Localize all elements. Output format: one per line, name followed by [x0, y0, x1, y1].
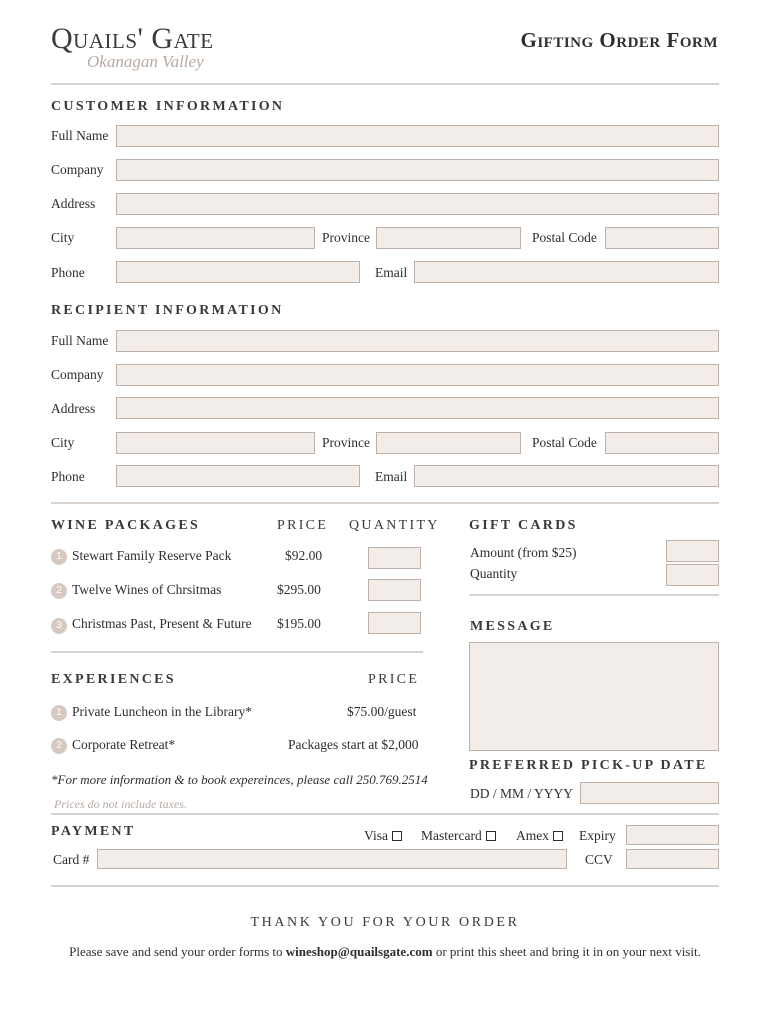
- footer-divider: [51, 885, 719, 887]
- amex-label: Amex: [516, 828, 549, 843]
- recipient-address-field[interactable]: [116, 397, 719, 419]
- customer-phone-label: Phone: [51, 265, 85, 280]
- wine-item-quantity-field[interactable]: [368, 612, 421, 634]
- visa-label: Visa: [364, 828, 388, 843]
- taxes-note: Prices do not include taxes.: [54, 797, 187, 811]
- recipient-province-label: Province: [322, 435, 370, 450]
- gift-cards-divider: [469, 594, 719, 596]
- gift-card-amount-field[interactable]: [666, 540, 719, 562]
- card-number-label: Card #: [53, 852, 90, 867]
- visa-checkbox[interactable]: [392, 831, 402, 841]
- footer-note: [0, 944, 770, 960]
- expiry-label: Expiry: [579, 828, 616, 843]
- wine-item-number: 3: [51, 618, 67, 634]
- wine-item-price: $92.00: [285, 548, 323, 563]
- experiences-price-heading: PRICE: [368, 672, 420, 687]
- payment-heading: PAYMENT: [51, 824, 136, 839]
- mastercard-label: Mastercard: [421, 828, 482, 843]
- wine-item-name: Stewart Family Reserve Pack: [72, 548, 232, 563]
- wine-packages-divider: [51, 651, 423, 653]
- expiry-field[interactable]: [626, 825, 719, 845]
- recipient-divider: [51, 502, 719, 504]
- recipient-postal-code-field[interactable]: [605, 432, 719, 454]
- footer-note-after: or print this sheet and bring it in on your next visit.: [435, 944, 701, 959]
- recipient-phone-field[interactable]: [116, 465, 360, 487]
- recipient-heading: RECIPIENT INFORMATION: [51, 303, 284, 318]
- wine-item-name: Christmas Past, Present & Future: [72, 616, 252, 631]
- message-textarea[interactable]: [469, 642, 719, 751]
- ccv-field[interactable]: [626, 849, 719, 869]
- wine-item-quantity-field[interactable]: [368, 547, 421, 569]
- recipient-province-field[interactable]: [376, 432, 521, 454]
- gift-card-amount-label: Amount (from $25): [470, 545, 577, 560]
- header-divider: [51, 83, 719, 85]
- experience-item-number: 2: [51, 738, 67, 754]
- amex-checkbox[interactable]: [553, 831, 563, 841]
- customer-postal-code-field[interactable]: [605, 227, 719, 249]
- pickup-date-format: DD / MM / YYYY: [470, 786, 574, 801]
- customer-full-name-field[interactable]: [116, 125, 719, 147]
- experience-item-price: $75.00/guest: [347, 704, 417, 719]
- experience-item-name: Private Luncheon in the Library*: [72, 704, 252, 719]
- visa-option[interactable]: [364, 828, 402, 844]
- brand-logo: Quails' Gate: [51, 22, 214, 55]
- gift-cards-heading: GIFT CARDS: [469, 518, 578, 533]
- customer-company-field[interactable]: [116, 159, 719, 181]
- payment-divider: [51, 813, 719, 815]
- customer-province-label: Province: [322, 230, 370, 245]
- brand-subtitle: Okanagan Valley: [87, 52, 204, 71]
- recipient-email-label: Email: [375, 469, 408, 484]
- recipient-company-field[interactable]: [116, 364, 719, 386]
- card-number-field[interactable]: [97, 849, 567, 869]
- recipient-full-name-field[interactable]: [116, 330, 719, 352]
- customer-email-label: Email: [375, 265, 408, 280]
- recipient-city-label: City: [51, 435, 75, 450]
- recipient-company-label: Company: [51, 367, 104, 382]
- message-heading: MESSAGE: [470, 619, 555, 634]
- recipient-full-name-label: Full Name: [51, 333, 109, 348]
- experience-item-name: Corporate Retreat*: [72, 737, 176, 752]
- experience-item-number: 1: [51, 705, 67, 721]
- recipient-phone-label: Phone: [51, 469, 85, 484]
- pickup-heading: PREFERRED PICK-UP DATE: [469, 758, 708, 773]
- wine-item-name: Twelve Wines of Chrsitmas: [72, 582, 222, 597]
- thank-you-heading: THANK YOU FOR YOUR ORDER: [250, 915, 520, 930]
- recipient-postal-code-label: Postal Code: [532, 435, 597, 450]
- wine-item-number: 1: [51, 549, 67, 565]
- customer-city-label: City: [51, 230, 75, 245]
- experiences-heading: EXPERIENCES: [51, 672, 176, 687]
- mastercard-option[interactable]: [421, 828, 496, 844]
- page-title: Gifting Order Form: [520, 28, 718, 52]
- customer-email-field[interactable]: [414, 261, 719, 283]
- gift-card-quantity-field[interactable]: [666, 564, 719, 586]
- customer-address-field[interactable]: [116, 193, 719, 215]
- ccv-label: CCV: [585, 852, 613, 867]
- wine-item-price: $295.00: [277, 582, 321, 597]
- customer-phone-field[interactable]: [116, 261, 360, 283]
- experiences-note: *For more information & to book expereinces, please call 250.769.2514: [51, 772, 428, 787]
- recipient-email-field[interactable]: [414, 465, 719, 487]
- wine-item-number: 2: [51, 583, 67, 599]
- customer-city-field[interactable]: [116, 227, 315, 249]
- wine-item-quantity-field[interactable]: [368, 579, 421, 601]
- mastercard-checkbox[interactable]: [486, 831, 496, 841]
- experience-item-price: Packages start at $2,000: [288, 737, 419, 752]
- footer-note-before: Please save and send your order forms to: [69, 944, 283, 959]
- gift-card-quantity-label: Quantity: [470, 566, 518, 581]
- pickup-date-field[interactable]: [580, 782, 719, 804]
- wine-quantity-heading: QUANTITY: [349, 518, 440, 533]
- customer-postal-code-label: Postal Code: [532, 230, 597, 245]
- customer-full-name-label: Full Name: [51, 128, 109, 143]
- footer-email-link[interactable]: wineshop@quailsgate.com: [285, 944, 433, 959]
- recipient-city-field[interactable]: [116, 432, 315, 454]
- customer-address-label: Address: [51, 196, 96, 211]
- wine-packages-heading: WINE PACKAGES: [51, 518, 201, 533]
- recipient-address-label: Address: [51, 401, 96, 416]
- wine-price-heading: PRICE: [277, 518, 329, 533]
- customer-company-label: Company: [51, 162, 104, 177]
- customer-province-field[interactable]: [376, 227, 521, 249]
- wine-item-price: $195.00: [277, 616, 321, 631]
- amex-option[interactable]: [516, 828, 563, 844]
- customer-heading: CUSTOMER INFORMATION: [51, 99, 285, 114]
